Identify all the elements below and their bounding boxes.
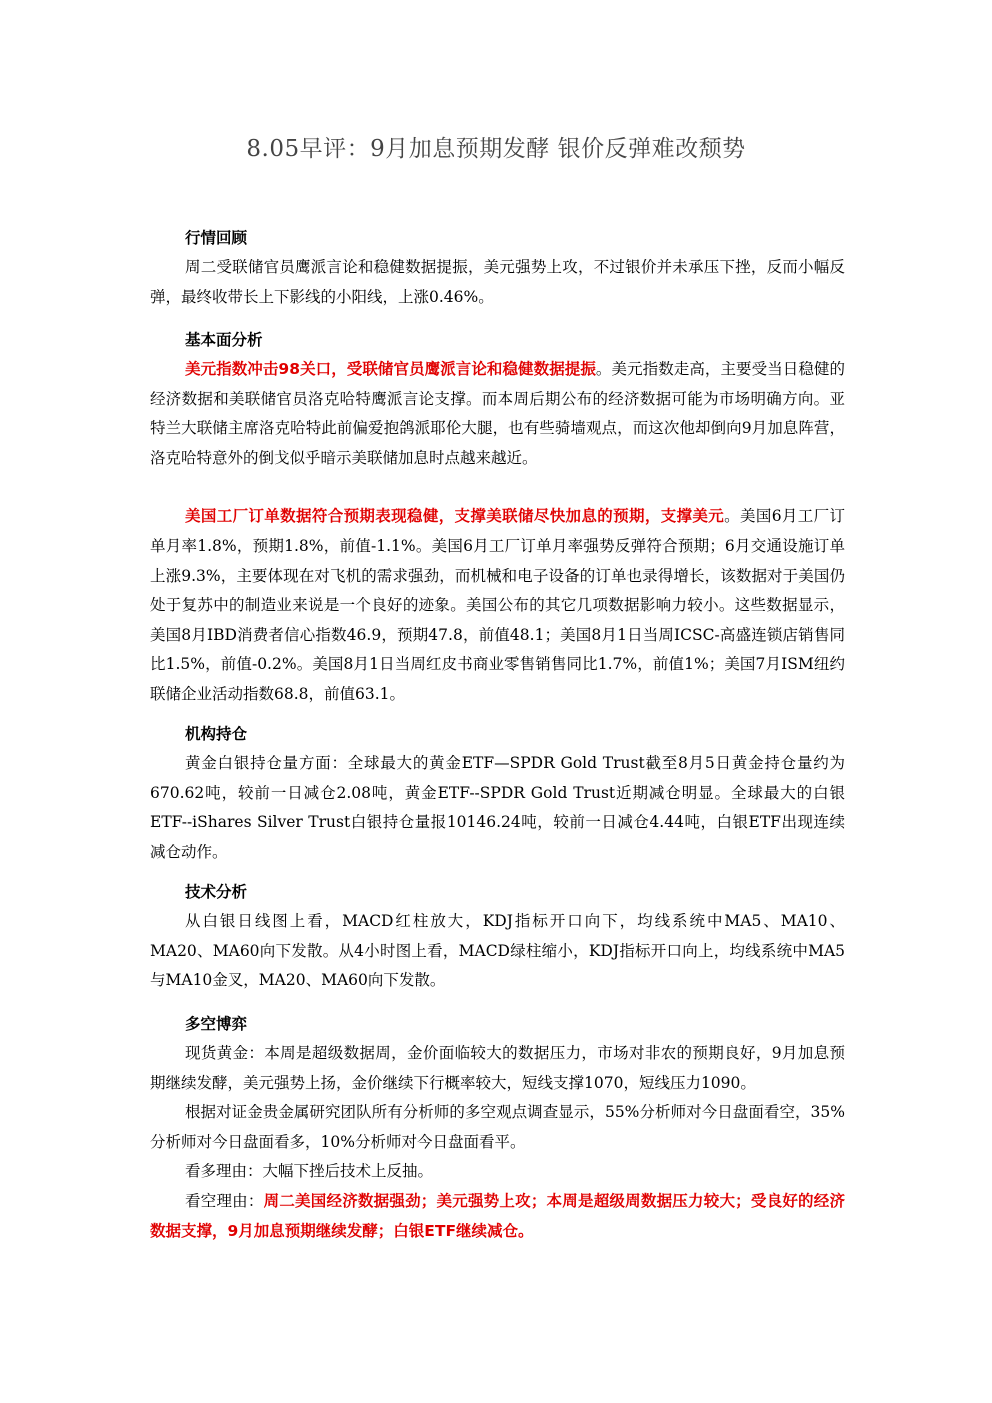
holdings-paragraph: 黄金白银持仓量方面：全球最大的黄金ETF—SPDR Gold Trust截至8月5日黄金持仓量约为670.62吨，较前一日减仓2.08吨，黄金ETF--SPDR Gold Trust近期减仓明显。全球最大的白银ETF--iShares Silver Trust白银持仓量报10146.24吨，较前一日减仓4.44吨，白银ETF出现连续减仓动作。 xyxy=(150,754,845,861)
outlook-bear-prefix: 看空理由： xyxy=(185,1191,264,1210)
section-technical xyxy=(150,878,845,996)
section-heading-technical: 技术分析 xyxy=(185,883,248,901)
section-heading-fundamental: 基本面分析 xyxy=(185,331,263,349)
fundamental-text-1: 。美元指数走高，主要受当日稳健的经济数据和美联储官员洛克哈特鹰派言论支撑。而本周后期公布的经济数据可能为市场明确方向。亚特兰大联储主席洛克哈特此前偏爱抱鸽派耶伦大腿，也有些骑墙观点，而这次他却倒向9月加息阵营，洛克哈特意外的倒戈似乎暗示美联储加息时点越来越近。 xyxy=(150,360,845,467)
fundamental-paragraph-2 xyxy=(150,502,845,709)
fundamental-text-2: 。美国6月工厂订单月率1.8%，预期1.8%，前值-1.1%。美国6月工厂订单月率强势反弹符合预期；6月交通设施订单上涨9.3%，主要体现在对飞机的需求强劲，而机械和电子设备的订单也录得增长，该数据对于美国仍处于复苏中的制造业来说是一个良好的迹象。美国公布的其它几项数据影响力较小。这些数据显示，美国8月IBD消费者信心指数46.9，预期47.8，前值48.1；美国8月1日当周ICSC-高盛连锁店销售同比1.5%，前值-0.2%。美国8月1日当周红皮书商业零售销售同比1.7%，前值1%；美国7月ISM纽约联储企业活动指数68.8，前值63.1。 xyxy=(150,507,845,703)
technical-paragraph: 从白银日线图上看，MACD红柱放大，KDJ指标开口向下，均线系统中MA5、MA10、MA20、MA60向下发散。从4小时图上看，MACD绿柱缩小，KDJ指标开口向上，均线系统中MA5与MA10金叉，MA20、MA60向下发散。 xyxy=(150,912,845,990)
review-paragraph: 周二受联储官员鹰派言论和稳健数据提振，美元强势上攻，不过银价并未承压下挫，反而小幅反弹，最终收带长上下影线的小阳线，上涨0.46%。 xyxy=(150,258,845,306)
fundamental-highlight-2: 美国工厂订单数据符合预期表现稳健，支撑美联储尽快加息的预期，支撑美元 xyxy=(185,507,725,526)
section-holdings xyxy=(150,720,845,867)
section-heading-review: 行情回顾 xyxy=(185,229,248,247)
section-heading-outlook: 多空博弈 xyxy=(185,1015,248,1033)
section-fundamental xyxy=(150,326,845,710)
section-review xyxy=(150,224,845,312)
section-heading-holdings: 机构持仓 xyxy=(185,725,248,743)
page-title: 8.05早评：9月加息预期发酵 银价反弹难改颓势 xyxy=(246,136,746,162)
outlook-paragraph-4 xyxy=(150,1187,845,1246)
fundamental-paragraph-1 xyxy=(150,355,845,473)
fundamental-highlight-1: 美元指数冲击98关口，受联储官员鹰派言论和稳健数据提振 xyxy=(185,360,596,378)
outlook-paragraph-1: 现货黄金：本周是超级数据周，金价面临较大的数据压力，市场对非农的预期良好，9月加息预期继续发酵，美元强势上扬，金价继续下行概率较大，短线支撑1070，短线压力1090。 xyxy=(150,1044,845,1092)
section-outlook xyxy=(150,1010,845,1246)
outlook-bear-highlight: 周二美国经济数据强劲；美元强势上攻；本周是超级周数据压力较大；受良好的经济数据支撑，9月加息预期继续发酵；白银ETF继续减仓。 xyxy=(150,1191,845,1240)
outlook-paragraph-2: 根据对证金贵金属研究团队所有分析师的多空观点调查显示，55%分析师对今日盘面看空，35%分析师对今日盘面看多，10%分析师对今日盘面看平。 xyxy=(150,1103,845,1151)
outlook-paragraph-3: 看多理由：大幅下挫后技术上反抽。 xyxy=(185,1162,434,1181)
